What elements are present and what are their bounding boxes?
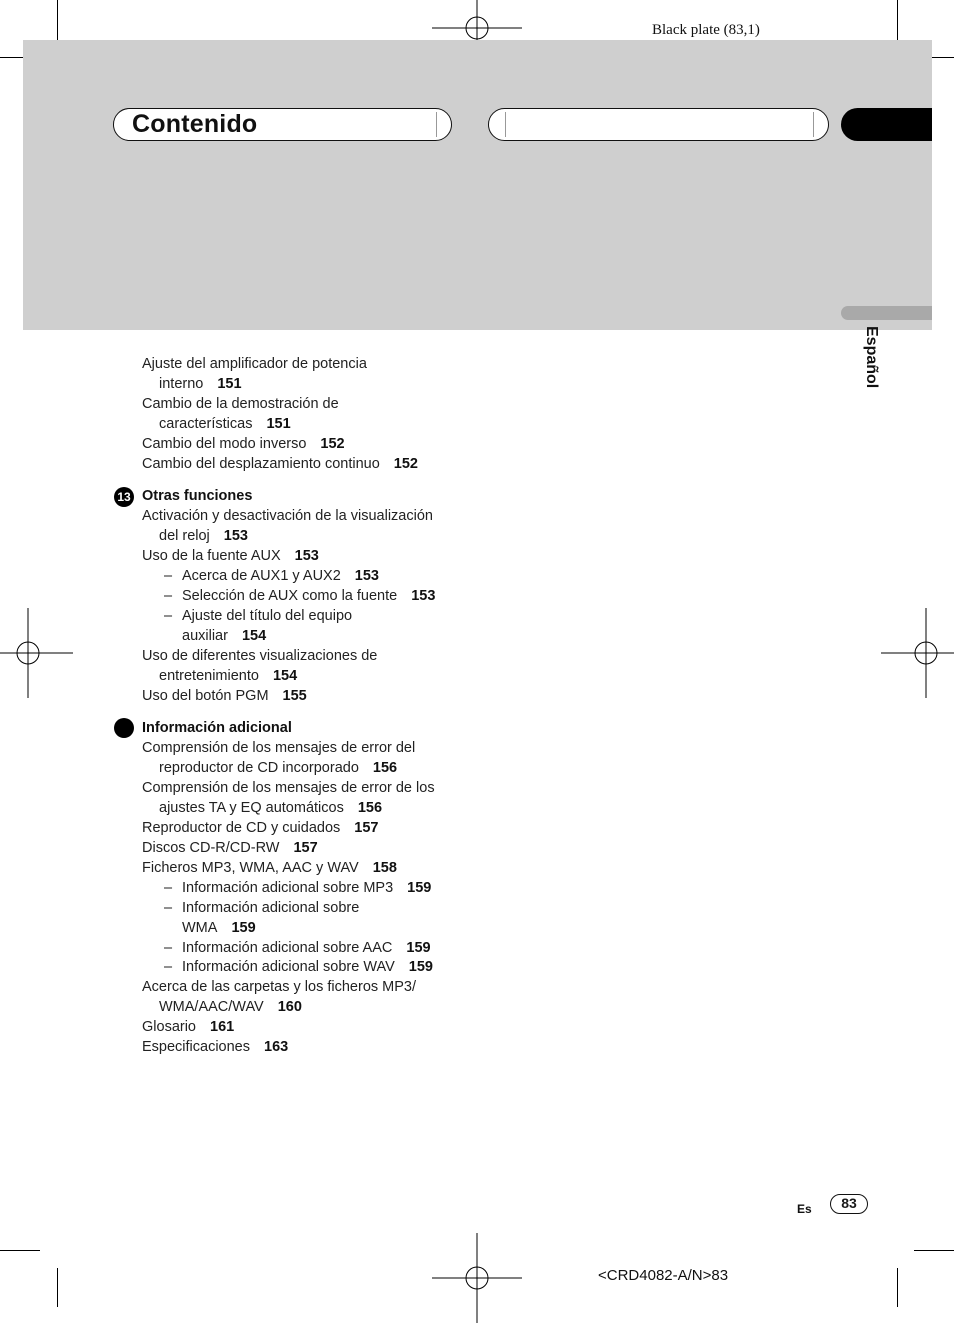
toc-entry: del reloj 153	[159, 528, 248, 544]
toc-entry: WMA/AAC/WAV 160	[159, 999, 302, 1015]
toc-entry: Uso de la fuente AUX 153	[142, 548, 319, 564]
section-number-badge: 13	[114, 487, 134, 507]
toc-entry: características 151	[159, 416, 291, 432]
toc-entry: Discos CD-R/CD-RW 157	[142, 840, 318, 856]
language-tab	[841, 306, 932, 320]
page-ref: 163	[264, 1039, 289, 1055]
page-ref: 152	[320, 436, 345, 452]
blank-header-box	[488, 108, 829, 141]
toc-entry: Uso de diferentes visualizaciones de	[142, 648, 378, 664]
toc-entry: Comprensión de los mensajes de error de los	[142, 780, 435, 796]
toc-entry: Cambio del desplazamiento continuo 152	[142, 456, 418, 472]
page-ref: 154	[241, 628, 267, 644]
plate-label: Black plate (83,1)	[652, 22, 760, 38]
toc-subentry: – Ajuste del título del equipo	[164, 608, 353, 624]
page-ref: 155	[282, 688, 307, 704]
crop-mark	[897, 1268, 898, 1307]
crop-mark	[914, 1250, 954, 1251]
toc-entry: Cambio de la demostración de	[142, 396, 339, 412]
page-ref: 156	[372, 760, 398, 776]
toc-entry: entretenimiento 154	[159, 668, 298, 684]
page-ref: 157	[354, 820, 379, 836]
section-title: Otras funciones	[142, 488, 253, 504]
crop-mark	[57, 1268, 58, 1307]
toc-entry: ajustes TA y EQ automáticos 156	[159, 800, 383, 816]
toc-entry: Cambio del modo inverso 152	[142, 436, 345, 452]
registration-mark-icon	[432, 1233, 522, 1323]
toc-entry: Reproductor de CD y cuidados 157	[142, 820, 379, 836]
registration-mark-icon	[881, 608, 954, 698]
page-ref: 153	[223, 528, 248, 544]
page-ref: 151	[266, 416, 291, 432]
page-ref: 161	[210, 1019, 235, 1035]
crop-mark	[0, 1250, 40, 1251]
toc-entry: Uso del botón PGM 155	[142, 688, 307, 704]
title-box	[113, 108, 452, 141]
toc-subentry: auxiliar 154	[182, 628, 267, 644]
toc-subentry: WMA 159	[182, 920, 256, 936]
crop-mark	[57, 0, 58, 40]
toc-subentry: – Selección de AUX como la fuente 153	[164, 588, 436, 604]
chapter-tab	[841, 108, 932, 141]
toc-subentry: – Información adicional sobre WAV 159	[164, 959, 433, 975]
crop-mark	[932, 57, 954, 58]
page-ref: 156	[357, 800, 383, 816]
footer-language-code: Es	[797, 1202, 812, 1216]
section-title: Información adicional	[142, 720, 292, 736]
toc-subentry: – Información adicional sobre AAC 159	[164, 940, 431, 956]
page-number: 83	[830, 1194, 868, 1214]
registration-mark-icon	[0, 608, 73, 698]
page-ref: 159	[406, 940, 431, 956]
page-ref: 153	[411, 588, 436, 604]
page-ref: 159	[407, 880, 432, 896]
toc-entry: Ajuste del amplificador de potencia	[142, 356, 367, 372]
toc-entry: Activación y desactivación de la visualización	[142, 508, 433, 524]
toc-entry: reproductor de CD incorporado 156	[159, 760, 398, 776]
page-ref: 154	[272, 668, 298, 684]
page-ref: 159	[231, 920, 256, 936]
section-bullet-icon	[114, 718, 134, 738]
page-title: Contenido	[132, 110, 258, 138]
document-code: <CRD4082-A/N>83	[598, 1267, 729, 1284]
page-ref: 159	[408, 959, 433, 975]
page-ref: 151	[217, 376, 242, 392]
crop-mark	[897, 0, 898, 40]
toc-entry: Acerca de las carpetas y los ficheros MP3/	[142, 979, 417, 995]
toc-entry: Comprensión de los mensajes de error del	[142, 740, 416, 756]
page-ref: 152	[393, 456, 418, 472]
toc-subentry: – Acerca de AUX1 y AUX2 153	[164, 568, 379, 584]
toc-entry: Glosario 161	[142, 1019, 235, 1035]
page-ref: 153	[354, 568, 379, 584]
page-ref: 160	[277, 999, 302, 1015]
toc-subentry: – Información adicional sobre	[164, 900, 360, 916]
toc-subentry: – Información adicional sobre MP3 159	[164, 880, 432, 896]
page-ref: 158	[372, 860, 397, 876]
page-ref: 153	[294, 548, 319, 564]
crop-mark	[0, 57, 23, 58]
header-band	[23, 40, 932, 330]
page-ref: 157	[293, 840, 318, 856]
toc-entry: Especificaciones 163	[142, 1039, 289, 1055]
toc-entry: interno 151	[159, 376, 242, 392]
toc-entry: Ficheros MP3, WMA, AAC y WAV 158	[142, 860, 397, 876]
language-side-label: Español	[863, 326, 880, 389]
